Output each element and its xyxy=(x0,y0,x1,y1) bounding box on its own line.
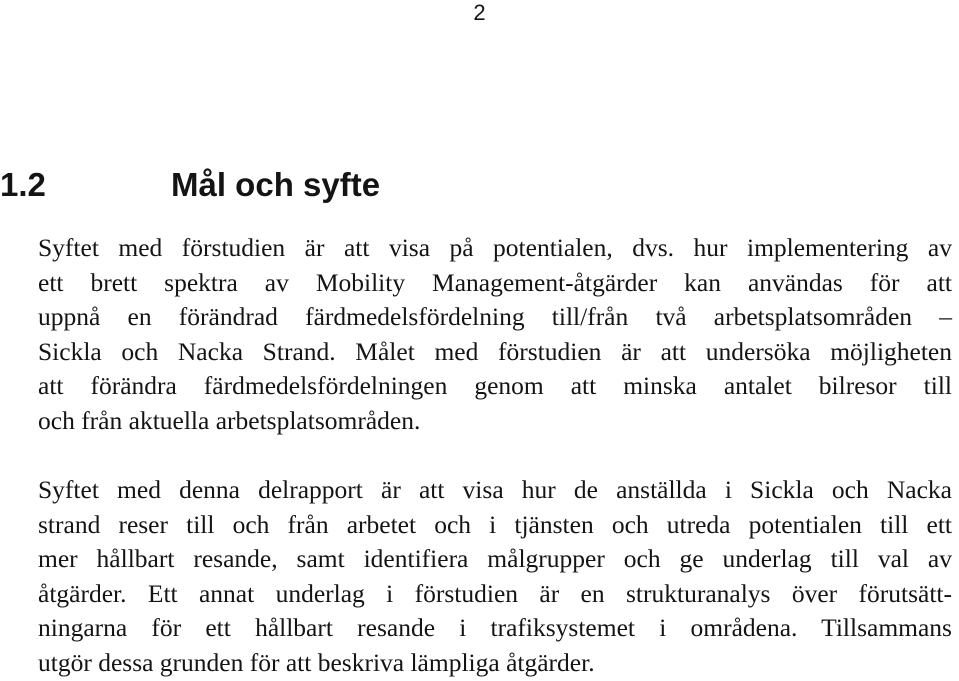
paragraph-purpose xyxy=(38,231,952,439)
paragraph-line: att förändra färdmedelsfördelningen genom att minska antalet bilresor till xyxy=(38,371,952,401)
paragraph-line: ningarna för ett hållbart resande i trafiksystemet i områdena. Tillsammans xyxy=(38,613,952,643)
paragraph-line: mer hållbart resande, samt identifiera målgrupper och ge underlag till val av xyxy=(38,544,952,574)
paragraph-line: åtgärder. Ett annat underlag i förstudien är en strukturanalys över förutsätt- xyxy=(38,578,952,608)
paragraph-line: uppnå en förändrad färdmedelsfördelning till/från två arbetsplatsområden – xyxy=(38,302,952,332)
paragraph-report-aim xyxy=(38,473,952,681)
paragraph-line: strand reser till och från arbetet och i tjänsten och utreda potentialen till ett xyxy=(38,509,952,539)
paragraph-line: utgör dessa grunden för att beskriva lämpliga åtgärder. xyxy=(38,647,595,677)
section-number: 1.2 xyxy=(0,166,46,203)
paragraph-line: och från aktuella arbetsplatsområden. xyxy=(38,405,421,435)
section-title: Mål och syfte xyxy=(171,166,381,203)
paragraph-line: ett brett spektra av Mobility Management-åtgärder kan användas för att xyxy=(38,267,952,297)
page-number: 2 xyxy=(473,0,486,25)
paragraph-line: Syftet med förstudien är att visa på potentialen, dvs. hur implementering av xyxy=(38,233,952,262)
paragraph-line: Sickla och Nacka Strand. Målet med förstudien är att undersöka möjligheten xyxy=(38,336,952,366)
paragraph-line: Syftet med denna delrapport är att visa hur de anställda i Sickla och Nacka xyxy=(38,475,952,504)
